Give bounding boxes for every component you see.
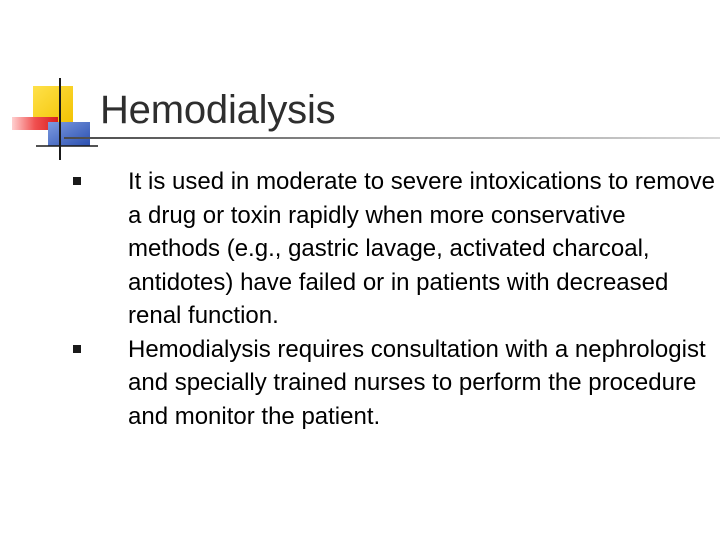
bullet-item [118,333,718,434]
bullet-list [118,165,718,433]
bullet-text: Hemodialysis requires consultation with a nephrologist and specially trained nurses to perform the procedure and monitor the patient. [128,335,706,430]
square-bullet-icon [73,177,81,185]
bullet-item [118,165,718,333]
square-bullet-icon [73,345,81,353]
slide-title: Hemodialysis [100,88,336,132]
bullet-text: It is used in moderate to severe intoxications to remove a drug or toxin rapidly when more conservative methods (e.g., gastric lavage, activated charcoal, antidotes) have failed or in patients with decreased renal function. [128,168,715,329]
corner-logo-icon [0,0,110,170]
title-divider [64,137,720,139]
